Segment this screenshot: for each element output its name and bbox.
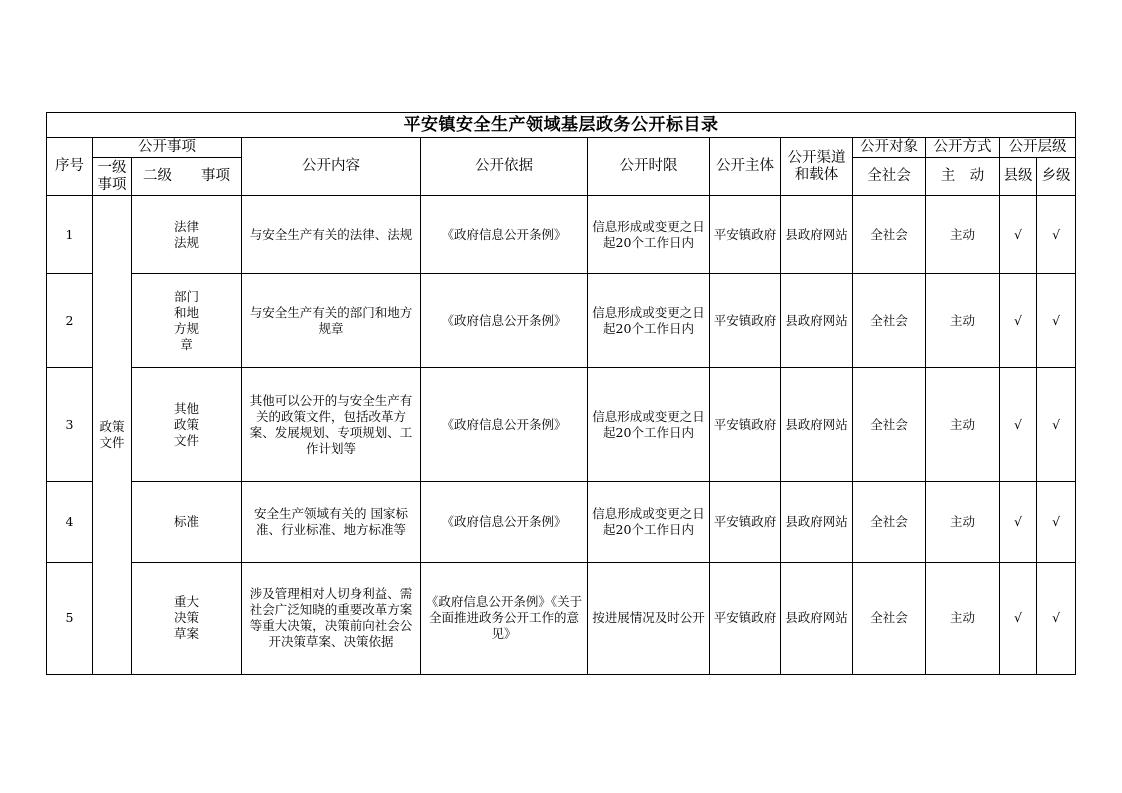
row-level2: 法律 法规: [132, 196, 242, 274]
header-method: 公开方式: [926, 138, 1000, 158]
row-county-check: √: [1000, 274, 1037, 368]
header-method-sub: 主 动: [926, 158, 1000, 196]
row-level2: 标准: [132, 481, 242, 562]
header-audience: 公开对象: [853, 138, 926, 158]
header-level: 公开层级: [1000, 138, 1076, 158]
header-seq: 序号: [47, 138, 93, 196]
row-time-limit: 信息形成或变更之日起20个工作日内: [588, 196, 710, 274]
row-county-check: √: [1000, 368, 1037, 481]
row-time-limit: 信息形成或变更之日起20个工作日内: [588, 481, 710, 562]
table-row: [47, 368, 1076, 481]
row-basis: 《政府信息公开条例》《关于全面推进政务公开工作的意见》: [421, 562, 588, 674]
row-audience: 全社会: [853, 274, 926, 368]
row-time-limit: 信息形成或变更之日起20个工作日内: [588, 274, 710, 368]
row-method: 主动: [926, 196, 1000, 274]
row-channel: 县政府网站: [781, 196, 853, 274]
row-audience: 全社会: [853, 562, 926, 674]
category-cell: 政策 文件: [93, 196, 132, 675]
row-time-limit: 信息形成或变更之日起20个工作日内: [588, 368, 710, 481]
row-seq: 3: [47, 368, 93, 481]
row-township-check: √: [1037, 274, 1076, 368]
table-row: [47, 481, 1076, 562]
row-subject: 平安镇政府: [710, 368, 781, 481]
row-channel: 县政府网站: [781, 274, 853, 368]
row-basis: 《政府信息公开条例》: [421, 274, 588, 368]
row-content: 其他可以公开的与安全生产有关的政策文件，包括改革方案、发展规划、专项规划、工作计划等: [242, 368, 421, 481]
header-matters: 公开事项: [93, 138, 242, 158]
header-time-limit: 公开时限: [588, 138, 710, 196]
row-content: 安全生产领域有关的 国家标准、行业标准、地方标准等: [242, 481, 421, 562]
row-township-check: √: [1037, 481, 1076, 562]
row-county-check: √: [1000, 481, 1037, 562]
row-audience: 全社会: [853, 368, 926, 481]
row-subject: 平安镇政府: [710, 274, 781, 368]
row-level2: 重大 决策 草案: [132, 562, 242, 674]
row-channel: 县政府网站: [781, 481, 853, 562]
header-basis: 公开依据: [421, 138, 588, 196]
row-method: 主动: [926, 274, 1000, 368]
row-subject: 平安镇政府: [710, 196, 781, 274]
row-township-check: √: [1037, 562, 1076, 674]
header-township: 乡级: [1037, 158, 1076, 196]
row-township-check: √: [1037, 196, 1076, 274]
row-method: 主动: [926, 368, 1000, 481]
header-audience-sub: 全社会: [853, 158, 926, 196]
row-basis: 《政府信息公开条例》: [421, 368, 588, 481]
header-subject: 公开主体: [710, 138, 781, 196]
header-content: 公开内容: [242, 138, 421, 196]
disclosure-table: [46, 112, 1076, 675]
row-level2: 其他 政策 文件: [132, 368, 242, 481]
row-subject: 平安镇政府: [710, 562, 781, 674]
header-county: 县级: [1000, 158, 1037, 196]
row-time-limit: 按进展情况及时公开: [588, 562, 710, 674]
row-basis: 《政府信息公开条例》: [421, 481, 588, 562]
row-method: 主动: [926, 481, 1000, 562]
row-seq: 5: [47, 562, 93, 674]
row-seq: 1: [47, 196, 93, 274]
row-seq: 4: [47, 481, 93, 562]
row-county-check: √: [1000, 196, 1037, 274]
row-audience: 全社会: [853, 481, 926, 562]
row-seq: 2: [47, 274, 93, 368]
header-level1: 一级 事项: [93, 158, 132, 196]
table-title: 平安镇安全生产领域基层政务公开标目录: [47, 113, 1076, 138]
row-channel: 县政府网站: [781, 562, 853, 674]
table-row: [47, 274, 1076, 368]
table-row: [47, 196, 1076, 274]
row-content: 涉及管理相对人切身利益、需社会广泛知晓的重要改革方案等重大决策，决策前向社会公开决策草案、决策依据: [242, 562, 421, 674]
header-level2: 二级 事项: [132, 158, 242, 196]
row-method: 主动: [926, 562, 1000, 674]
row-township-check: √: [1037, 368, 1076, 481]
row-audience: 全社会: [853, 196, 926, 274]
row-channel: 县政府网站: [781, 368, 853, 481]
header-channel: 公开渠道 和载体: [781, 138, 853, 196]
row-subject: 平安镇政府: [710, 481, 781, 562]
row-level2: 部门 和地 方规 章: [132, 274, 242, 368]
row-county-check: √: [1000, 562, 1037, 674]
row-content: 与安全生产有关的部门和地方规章: [242, 274, 421, 368]
row-content: 与安全生产有关的法律、法规: [242, 196, 421, 274]
table-row: [47, 562, 1076, 674]
row-basis: 《政府信息公开条例》: [421, 196, 588, 274]
